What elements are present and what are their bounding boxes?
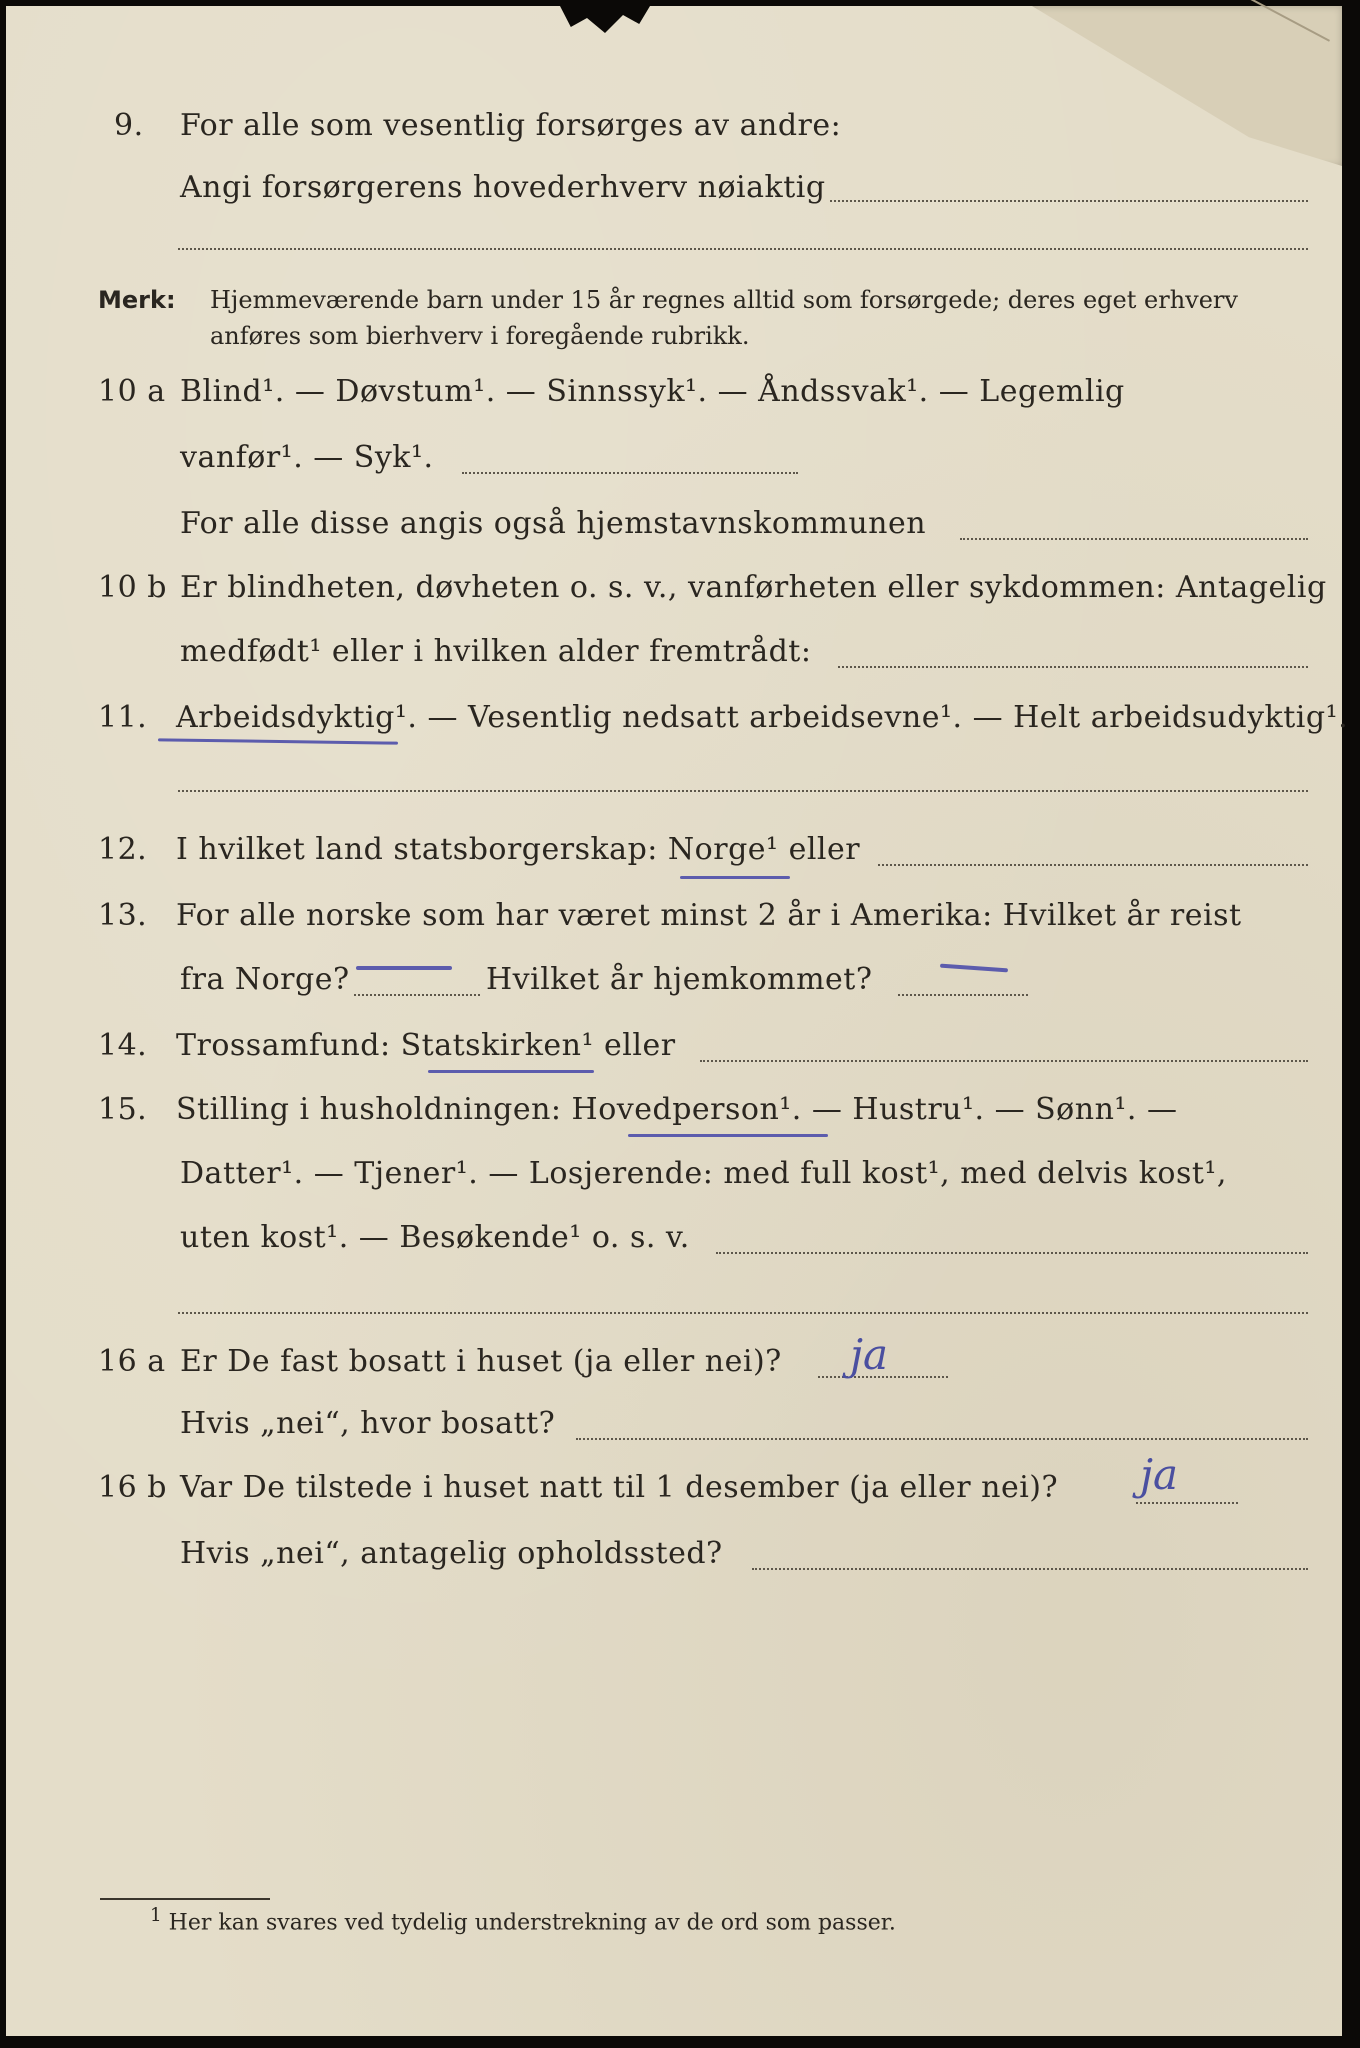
answer-underline: [680, 876, 790, 879]
footnote-mark: 1: [150, 1905, 162, 1926]
question-text: vanfør¹. — Syk¹.: [180, 440, 434, 475]
answer-line[interactable]: [178, 248, 1308, 250]
question-16b-line2: [0, 1536, 1360, 1586]
answer-line[interactable]: [178, 1312, 1308, 1314]
question-16a: [0, 1344, 1360, 1394]
note: [98, 286, 176, 314]
answer-line[interactable]: [462, 472, 798, 474]
question-10a-line2: [0, 440, 1360, 490]
question-15-line3: [0, 1220, 1360, 1270]
question-text: I hvilket land statsborgerskap: Norge¹ eller: [176, 832, 861, 867]
question-text: Angi forsørgerens hovederhverv nøiaktig: [180, 170, 826, 205]
answer-line[interactable]: [838, 666, 1308, 668]
question-text: Hvilket år hjemkommet?: [486, 962, 873, 997]
question-9: [0, 108, 1360, 158]
answer-line[interactable]: [354, 994, 480, 996]
question-number: 15.: [98, 1092, 148, 1127]
question-10a-line3: [0, 506, 1360, 556]
answer-line[interactable]: [960, 538, 1308, 540]
question-10b: [0, 570, 1360, 620]
answer-line[interactable]: [898, 994, 1028, 996]
question-14: [0, 1028, 1360, 1078]
handwritten-dash: [356, 966, 452, 970]
question-number: 10 a: [98, 374, 166, 409]
question-text: Arbeidsdyktig¹. — Vesentlig nedsatt arbeidsevne¹. — Helt arbeidsudyktig¹.: [176, 700, 1349, 735]
question-number: 16 a: [98, 1344, 166, 1379]
answer-line[interactable]: [830, 200, 1308, 202]
question-15-line2: [0, 1156, 1360, 1206]
question-text: For alle som vesentlig forsørges av andre:: [180, 108, 842, 143]
handwritten-answer: ja: [1140, 1450, 1179, 1499]
question-13-line2: [0, 962, 1360, 1012]
question-text: medfødt¹ eller i hvilken alder fremtrådt:: [180, 634, 812, 669]
question-number: 13.: [98, 898, 148, 933]
question-text: Hvis „nei“, antagelig opholdssted?: [180, 1536, 723, 1571]
note-text-1: Hjemmeværende barn under 15 år regnes alltid som forsørgede; deres eget erhverv: [210, 286, 1238, 314]
answer-underline: [628, 1134, 828, 1137]
question-text: Var De tilstede i huset natt til 1 desember (ja eller nei)?: [180, 1470, 1059, 1505]
question-text: Trossamfund: Statskirken¹ eller: [176, 1028, 676, 1063]
note-label: Merk:: [98, 286, 176, 314]
question-text: fra Norge?: [180, 962, 350, 997]
question-9-line2: [0, 170, 1360, 220]
footnote-text: Her kan svares ved tydelig understrekning av de ord som passer.: [168, 1910, 896, 1936]
answer-line[interactable]: [1136, 1502, 1238, 1504]
question-text: Hvis „nei“, hvor bosatt?: [180, 1406, 556, 1441]
question-13: [0, 898, 1360, 948]
question-number: 12.: [98, 832, 148, 867]
question-10b-line2: [0, 634, 1360, 684]
answer-line[interactable]: [752, 1568, 1308, 1570]
question-text: For alle norske som har været minst 2 år i Amerika: Hvilket år reist: [176, 898, 1242, 933]
footnote-rule: [100, 1898, 270, 1900]
answer-line[interactable]: [576, 1438, 1308, 1440]
question-text: Er De fast bosatt i huset (ja eller nei)?: [180, 1344, 782, 1379]
handwritten-answer: ja: [850, 1330, 889, 1379]
question-12: [0, 832, 1360, 882]
question-text: Datter¹. — Tjener¹. — Losjerende: med full kost¹, med delvis kost¹,: [180, 1156, 1227, 1191]
question-number: 16 b: [98, 1470, 167, 1505]
question-text: Er blindheten, døvheten o. s. v., vanførheten eller sykdommen: Antagelig: [180, 570, 1327, 605]
question-16a-line2: [0, 1406, 1360, 1456]
answer-underline: [428, 1070, 594, 1073]
question-text: uten kost¹. — Besøkende¹ o. s. v.: [180, 1220, 690, 1255]
question-text: Blind¹. — Døvstum¹. — Sinnssyk¹. — Åndssvak¹. — Legemlig: [180, 374, 1125, 409]
question-number: 10 b: [98, 570, 167, 605]
question-number: 14.: [98, 1028, 148, 1063]
answer-line[interactable]: [700, 1060, 1308, 1062]
question-text: For alle disse angis også hjemstavnskommunen: [180, 506, 927, 541]
note-text-2: anføres som bierhverv i foregående rubrikk.: [210, 322, 750, 350]
question-text: Stilling i husholdningen: Hovedperson¹. — Hustru¹. — Sønn¹. —: [176, 1092, 1178, 1127]
answer-line[interactable]: [178, 790, 1308, 792]
question-number: 11.: [98, 700, 148, 735]
answer-line[interactable]: [878, 864, 1308, 866]
answer-line[interactable]: [716, 1252, 1308, 1254]
question-10a: [0, 374, 1360, 424]
footnote: [150, 1905, 896, 1935]
question-11: [0, 700, 1360, 750]
question-number: 9.: [114, 108, 144, 143]
